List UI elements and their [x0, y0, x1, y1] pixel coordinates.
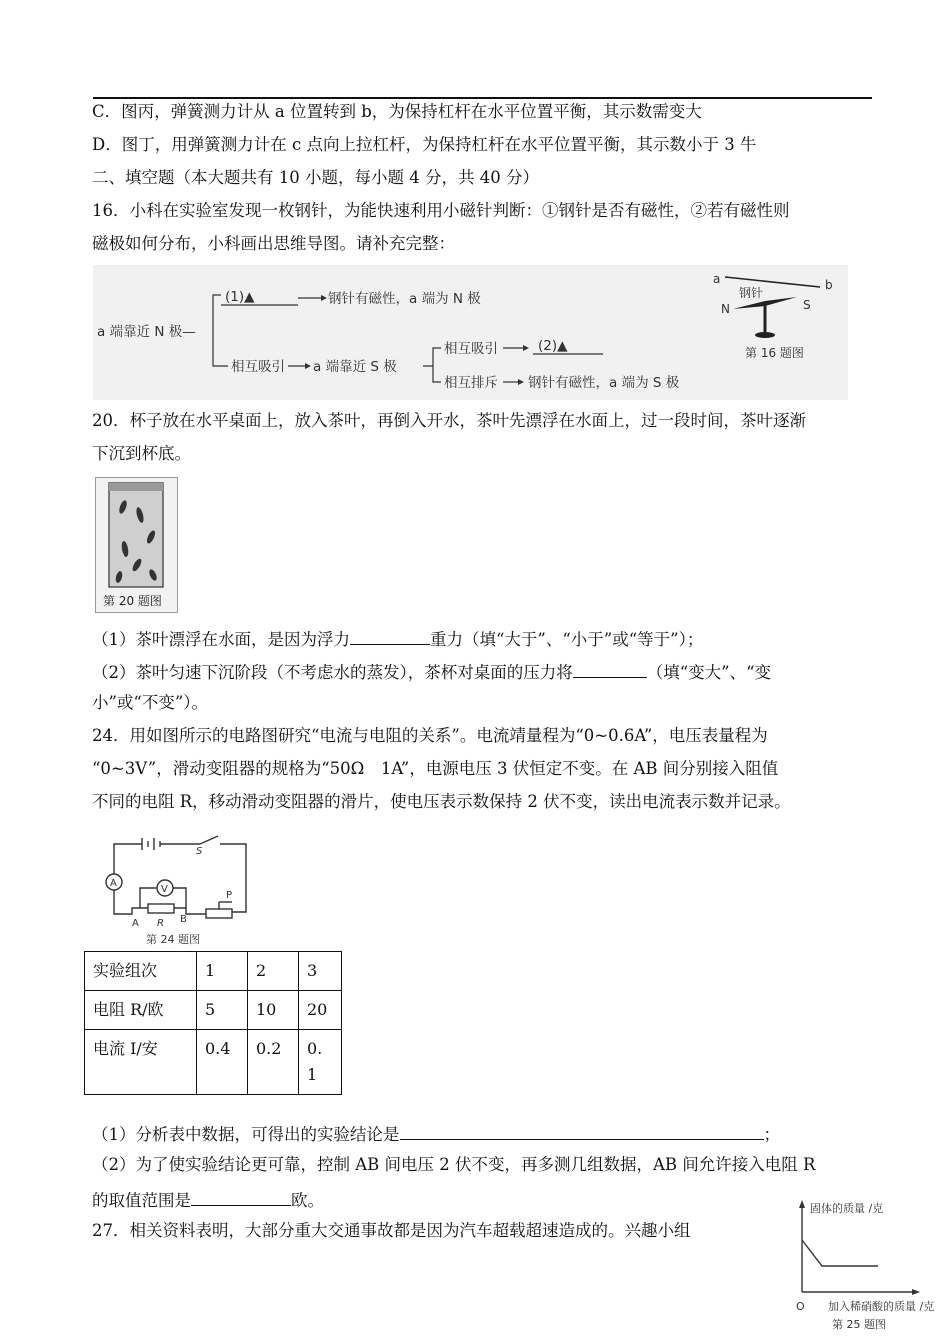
table-cell: 1	[197, 952, 248, 991]
fig25-x-label: 加入稀硝酸的质量 /克	[828, 1300, 935, 1313]
fig25-caption: 第 25 题图	[832, 1318, 886, 1331]
fig24-resistor-label: R	[157, 918, 164, 929]
table-cell: 3	[299, 952, 342, 991]
fig16-b: b	[825, 278, 833, 292]
table-cell: 电阻 R/欧	[85, 991, 197, 1030]
q20-answer-blank-1[interactable]	[350, 626, 430, 645]
q24-sub2-text: 的取值范围是	[92, 1191, 191, 1210]
fig24-switch-label: S	[196, 846, 203, 857]
table-cell: 0. 1	[299, 1030, 342, 1095]
fig20-caption: 第 20 题图	[103, 594, 162, 608]
q20-sub1	[92, 626, 703, 651]
section-heading: 二、填空题（本大题共有 10 小题，每小题 4 分，共 40 分）	[92, 168, 539, 187]
q20-line2: 下沉到杯底。	[92, 444, 191, 463]
fig16-a: a	[713, 272, 721, 286]
fig16-s: S	[803, 298, 811, 312]
fig24-voltmeter-label: V	[161, 884, 168, 895]
q20-sub1-text-2: 重力（填“大于”、“小于”或“等于”）；	[430, 630, 704, 649]
q16-line2: 磁极如何分布，小科画出思维导图。请补充完整：	[92, 234, 455, 253]
mindmap-result-1: 钢针有磁性，a 端为 N 极	[328, 291, 481, 307]
q16-line1: 16．小科在实验室发现一枚钢针，为能快速利用小磁针判断：①钢针是否有磁性，②若有磁性则	[92, 201, 790, 220]
fig16-caption: 第 16 题图	[745, 346, 804, 360]
q24-answer-blank-2[interactable]	[191, 1187, 291, 1206]
q24-sub1-end: ；	[763, 1125, 780, 1144]
q20-line1: 20．杯子放在水平桌面上，放入茶叶，再倒入开水，茶叶先漂浮在水面上，过一段时间，茶叶逐渐	[92, 411, 806, 430]
option-c: C．图丙，弹簧测力计从 a 位置转到 b，为保持杠杆在水平位置平衡，其示数需变大	[92, 102, 702, 121]
q24-sub1	[92, 1121, 780, 1146]
table-cell: 5	[197, 991, 248, 1030]
q24-sub2-cont	[92, 1187, 324, 1212]
q24-sub1-text: （1）分析表中数据，可得出的实验结论是	[92, 1125, 400, 1144]
q24-line3: 不同的电阻 R，移动滑动变阻器的滑片，使电压表示数保持 2 伏不变，读出电流表示数并记录。	[92, 792, 791, 811]
table-cell: 2	[248, 952, 299, 991]
q20-sub2	[92, 659, 771, 684]
mindmap-a-near-s: a 端靠近 S 极	[313, 359, 397, 375]
data-table	[84, 951, 342, 1095]
fig25-origin: O	[796, 1300, 805, 1313]
fig24-ammeter-label: A	[110, 878, 117, 889]
q20-sub2-text-2: （填“变大”、“变	[646, 663, 772, 682]
fig24-circuit	[100, 832, 260, 946]
q20-answer-blank-2[interactable]	[573, 659, 647, 678]
q24-sub2: （2）为了使实验结论更可靠，控制 AB 间电压 2 伏不变，再多测几组数据，AB 间允许接入电阻 R	[92, 1155, 816, 1174]
q20-sub1-text: （1）茶叶漂浮在水面，是因为浮力	[92, 630, 350, 649]
fig16-needle-label: 钢针	[739, 286, 764, 300]
fig24-slider-label: P	[226, 890, 233, 901]
mindmap-repel: 相互排斥	[444, 375, 498, 391]
mindmap-result-3: 钢针有磁性，a 端为 S 极	[528, 375, 680, 391]
fig24-point-b: B	[180, 914, 187, 925]
top-rule	[93, 97, 872, 99]
q24-answer-blank-1[interactable]	[400, 1121, 764, 1140]
fig24-point-a: A	[132, 918, 139, 929]
table-cell: 0.2	[248, 1030, 299, 1095]
table-row	[85, 952, 342, 991]
table-cell: 电流 I/安	[85, 1030, 197, 1095]
fig25-graph	[788, 1196, 946, 1340]
fig24-caption: 第 24 题图	[146, 933, 200, 946]
option-d: D．图丁，用弹簧测力计在 c 点向上拉杠杆，为保持杠杆在水平位置平衡，其示数小于 3 牛	[92, 135, 757, 154]
table-cell: 10	[248, 991, 299, 1030]
table-row	[85, 1030, 342, 1095]
table-cell: 0.4	[197, 1030, 248, 1095]
q20-sub2-text: （2）茶叶匀速下沉阶段（不考虑水的蒸发），茶杯对桌面的压力将	[92, 663, 573, 682]
mindmap-attract-2: 相互吸引	[444, 341, 498, 357]
q24-line1: 24．用如图所示的电路图研究“电流与电阻的关系”。电流靖量程为“0~0.6A”，电压表量程为	[92, 726, 768, 745]
q24-sub2-end: 欧。	[291, 1191, 324, 1210]
fig25-y-label: 固体的质量 /克	[810, 1202, 884, 1215]
mindmap-attract: 相互吸引	[231, 359, 285, 375]
table-row	[85, 991, 342, 1030]
q20-sub2-cont: 小”或“不变”）。	[92, 693, 209, 712]
table-cell: 20	[299, 991, 342, 1030]
fig16-compass	[705, 265, 845, 365]
q24-line2: “0~3V”，滑动变阻器的规格为“50Ω 1A”，电源电压 3 伏恒定不变。在 AB 间分别接入阻值	[92, 759, 779, 778]
fig20-cup	[95, 477, 178, 613]
q27-line1: 27．相关资料表明，大部分重大交通事故都是因为汽车超载超速造成的。兴趣小组	[92, 1221, 691, 1240]
mindmap-blank-1: (1)▲	[225, 289, 255, 305]
fig16-n: N	[721, 302, 730, 316]
table-cell: 实验组次	[85, 952, 197, 991]
mindmap-blank-2: (2)▲	[538, 338, 568, 354]
mindmap-root: a 端靠近 N 极—	[97, 324, 196, 340]
